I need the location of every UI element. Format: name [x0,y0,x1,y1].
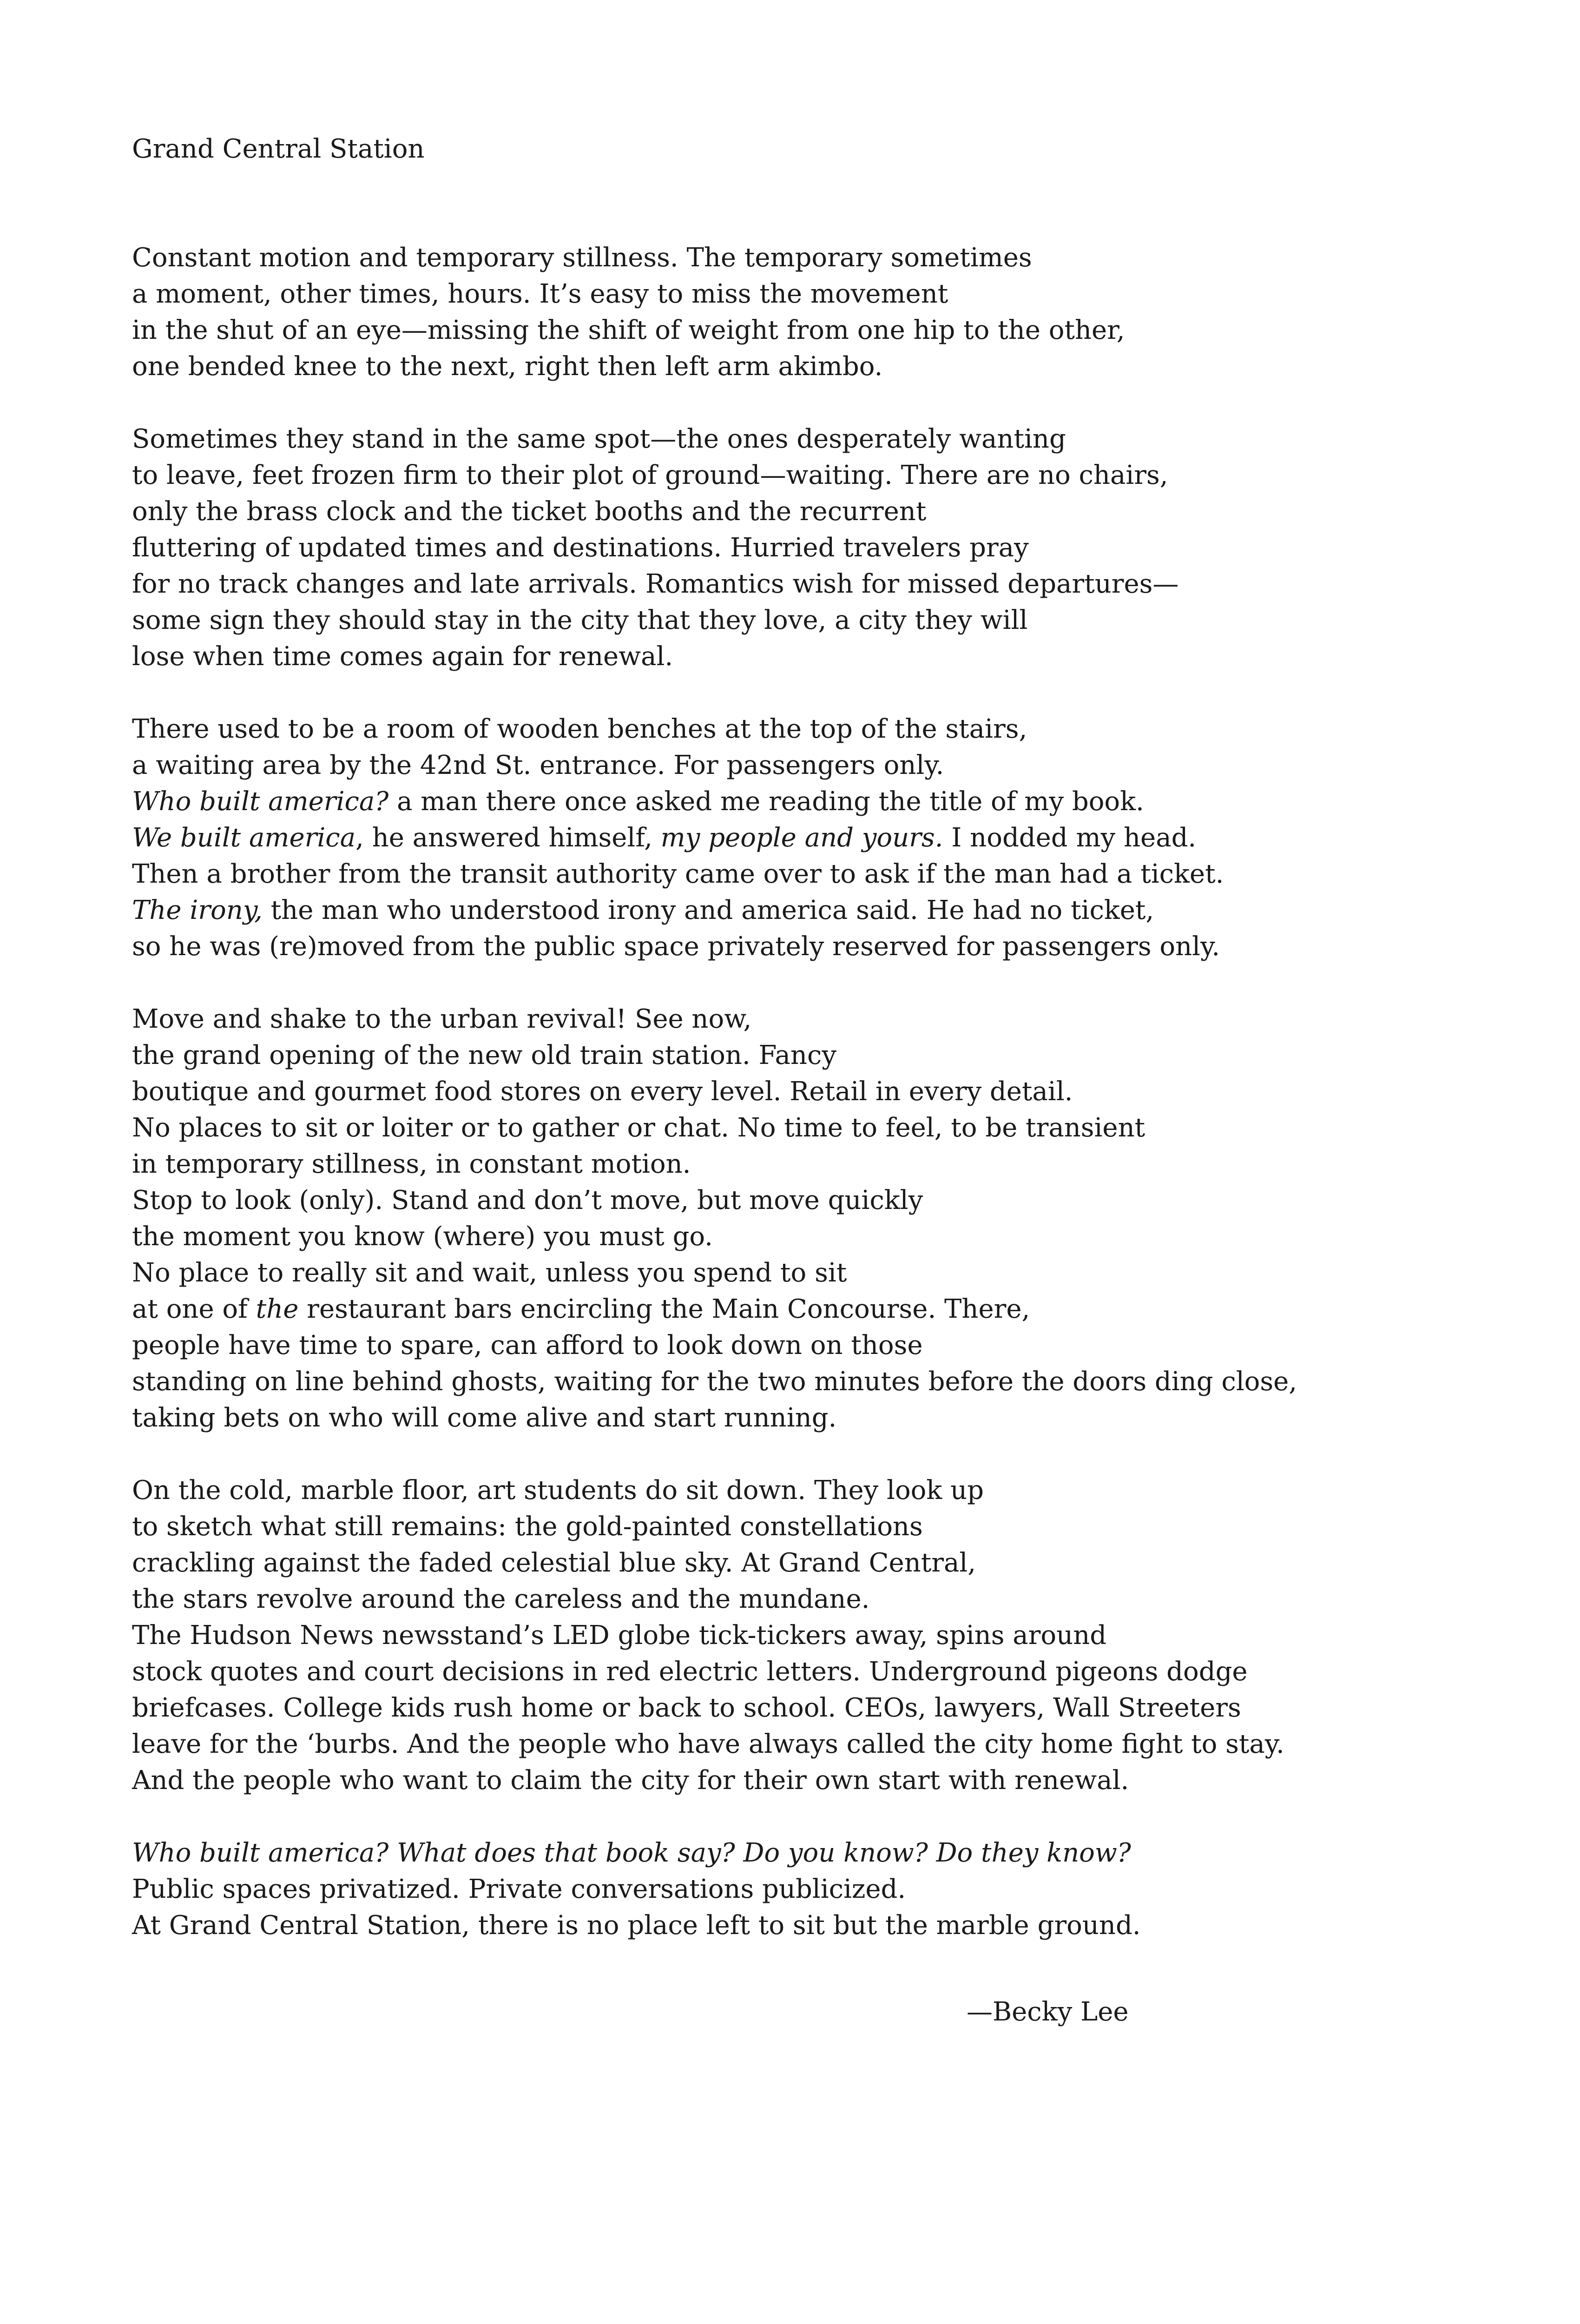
poem-title: Grand Central Station [132,134,425,164]
stanza [132,1835,1549,1944]
text-segment: for no track changes and late arrivals. Romantics wish for missed departures— [132,569,1179,599]
text-segment: a man there once asked me reading the title of my book. [388,786,1144,817]
poem-line [132,1364,1549,1400]
text-segment: The Hudson News newsstand’s LED globe tick-tickers away, spins around [132,1620,1107,1651]
poem-line [132,1618,1549,1654]
italic-text: my people and yours. [660,823,943,853]
text-segment: crackling against the faded celestial blue sky. At Grand Central, [132,1548,976,1578]
text-segment: people have time to spare, can afford to look down on those [132,1330,923,1360]
text-segment: the stars revolve around the careless and the mundane. [132,1584,870,1614]
poem-line [132,856,1549,892]
text-segment: the man who understood irony and america said. He had no ticket, [262,895,1154,925]
poem-line [132,1871,1549,1908]
text-segment: Sometimes they stand in the same spot—the ones desperately wanting [132,424,1066,454]
poem-line [132,1509,1549,1545]
author-signature: —Becky Lee [967,1997,1129,2027]
text-segment: Move and shake to the urban revival! See now, [132,1004,752,1034]
text-segment: There used to be a room of wooden benches at the top of the stairs, [132,714,1027,744]
poem-line [132,1291,1549,1327]
text-segment: boutique and gourmet food stores on every level. Retail in every detail. [132,1076,1073,1107]
poem-body [132,240,1549,1980]
italic-text: We built america [132,823,356,853]
text-segment: stock quotes and court decisions in red electric letters. Underground pigeons dodge [132,1657,1248,1687]
text-segment: leave for the ‘burbs. And the people who have always called the city home fight to stay. [132,1729,1284,1759]
text-segment: taking bets on who will come alive and start running. [132,1403,837,1433]
poem-line [132,1400,1549,1436]
text-segment: at one of [132,1294,256,1324]
text-segment: the grand opening of the new old train station. Fancy [132,1040,836,1070]
poem-line [132,312,1549,349]
text-segment: lose when time comes again for renewal. [132,641,673,672]
text-segment: On the cold, marble floor, art students do sit down. They look up [132,1475,984,1505]
stanza [132,240,1549,385]
text-segment: Stop to look (only). Stand and don’t move, but move quickly [132,1185,923,1215]
stanza [132,421,1549,675]
poem-line [132,820,1549,856]
text-segment: fluttering of updated times and destinations. Hurried travelers pray [132,533,1029,563]
text-segment: in temporary stillness, in constant motion. [132,1149,691,1179]
poem-line [132,1835,1549,1871]
text-segment: Then a brother from the transit authority came over to ask if the man had a ticket. [132,859,1224,889]
text-segment: Constant motion and temporary stillness. The temporary sometimes [132,243,1032,273]
text-segment: restaurant bars encircling the Main Concourse. There, [298,1294,1030,1324]
text-segment: briefcases. College kids rush home or back to school. CEOs, lawyers, Wall Streeters [132,1693,1241,1723]
italic-text: Who built america? What does that book say? Do you know? Do they know? [132,1838,1131,1868]
text-segment: I nodded my head. [943,823,1197,853]
italic-text: the [256,1294,299,1324]
stanza [132,1472,1549,1799]
poem-line [132,1001,1549,1037]
poem-line [132,639,1549,675]
text-segment: to sketch what still remains: the gold-painted constellations [132,1512,923,1542]
poem-line [132,421,1549,457]
italic-text: The irony, [132,895,263,925]
poem-line [132,711,1549,747]
poem-line [132,1654,1549,1690]
poem-line [132,1763,1549,1799]
stanza [132,711,1549,965]
text-segment: only the brass clock and the ticket booths and the recurrent [132,496,927,527]
poem-line [132,276,1549,312]
text-segment: in the shut of an eye—missing the shift of weight from one hip to the other, [132,315,1125,345]
poem-line [132,1219,1549,1255]
poem-line [132,1037,1549,1074]
poem-line [132,494,1549,530]
poem-line [132,1327,1549,1364]
poem-line [132,457,1549,494]
text-segment: one bended knee to the next, right then left arm akimbo. [132,351,883,382]
text-segment: No places to sit or loiter or to gather or chat. No time to feel, to be transient [132,1113,1146,1143]
text-segment: No place to really sit and wait, unless you spend to sit [132,1258,847,1288]
poem-line [132,1545,1549,1581]
poem-line [132,1472,1549,1509]
text-segment: the moment you know (where) you must go. [132,1221,713,1252]
text-segment: , he answered himself, [356,823,661,853]
text-segment: to leave, feet frozen firm to their plot of ground—waiting. There are no chairs, [132,460,1168,490]
poem-line [132,929,1549,965]
text-segment: a waiting area by the 42nd St. entrance. For passengers only. [132,750,944,780]
poem-line [132,530,1549,566]
text-segment: standing on line behind ghosts, waiting for the two minutes before the doors ding close, [132,1367,1297,1397]
italic-text: Who built america? [132,786,389,817]
text-segment: And the people who want to claim the city for their own start with renewal. [132,1765,1129,1796]
text-segment: At Grand Central Station, there is no place left to sit but the marble ground. [132,1910,1141,1941]
poem-line [132,1182,1549,1219]
text-segment: Public spaces privatized. Private conversations publicized. [132,1874,906,1904]
poem-line [132,1255,1549,1291]
text-segment: a moment, other times, hours. It’s easy to miss the movement [132,279,948,309]
poem-line [132,349,1549,385]
text-segment: so he was (re)moved from the public space privately reserved for passengers only. [132,931,1220,962]
poem-line [132,1908,1549,1944]
poem-line [132,747,1549,784]
poem-line [132,1690,1549,1726]
poem-line [132,784,1549,820]
poem-line [132,892,1549,929]
poem-line [132,1074,1549,1110]
stanza [132,1001,1549,1436]
poem-line [132,240,1549,276]
poem-line [132,1146,1549,1182]
text-segment: some sign they should stay in the city that they love, a city they will [132,605,1028,635]
poem-line [132,1110,1549,1146]
poem-line [132,602,1549,639]
poem-line [132,566,1549,602]
poem-line [132,1581,1549,1618]
poem-line [132,1726,1549,1763]
